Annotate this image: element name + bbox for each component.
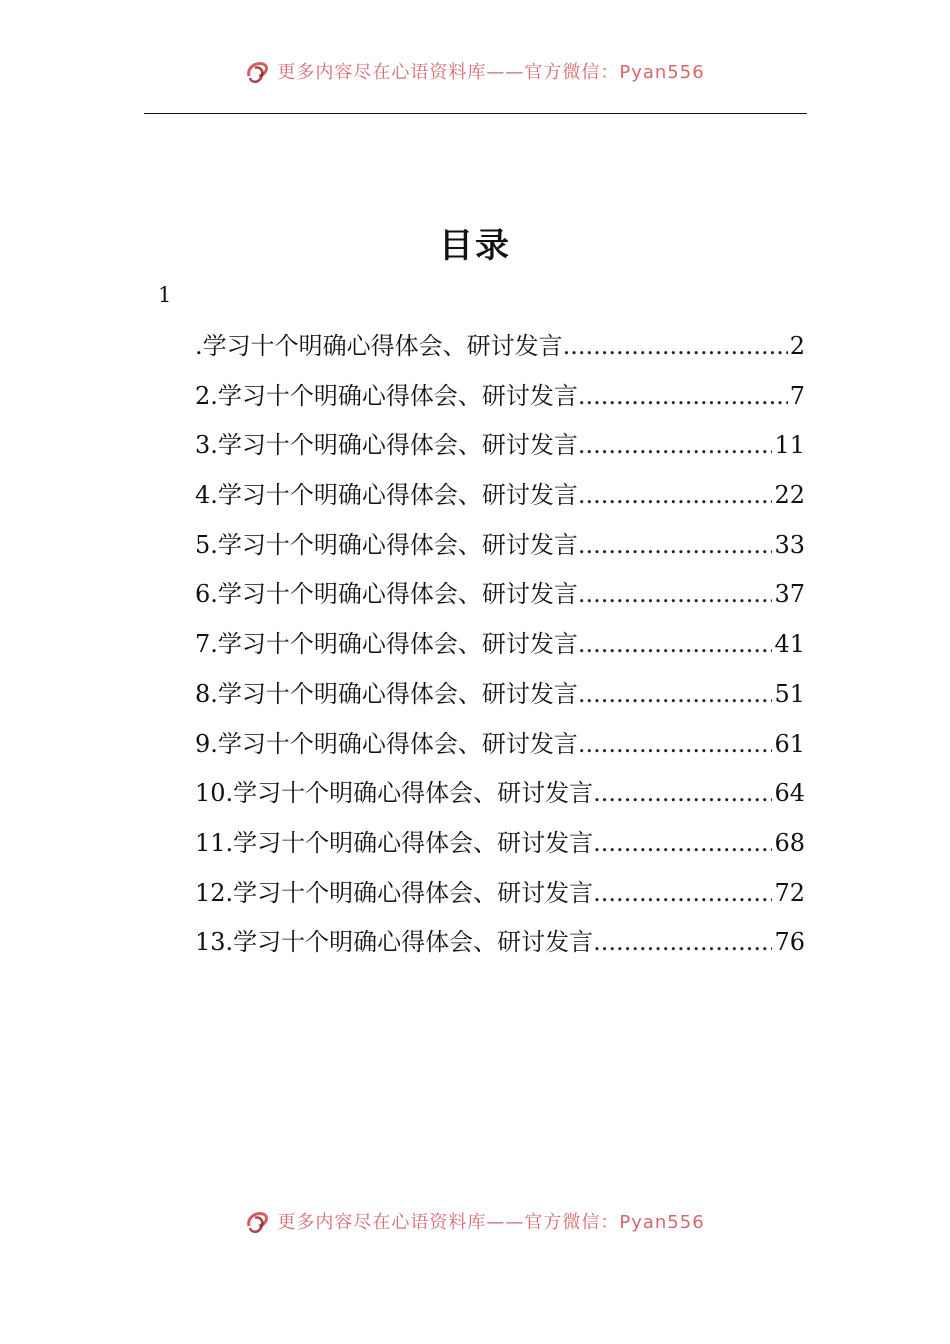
toc-dot-leader <box>578 630 773 658</box>
toc-entry-label: 9.学习十个明确心得体会、研讨发言 <box>195 729 578 758</box>
toc-entry-label: 12.学习十个明确心得体会、研讨发言 <box>195 878 594 907</box>
toc-entry-page: 51 <box>774 679 805 708</box>
toc-entry-label: 5.学习十个明确心得体会、研讨发言 <box>195 530 578 559</box>
toc-dot-leader <box>578 431 773 459</box>
toc-entry-page: 22 <box>774 481 805 510</box>
toc-entry-page: 41 <box>774 630 805 659</box>
toc-dot-leader <box>578 730 773 758</box>
toc-entry-page: 7 <box>789 381 805 410</box>
page-title: 目录 <box>439 226 511 266</box>
toc-entry-page: 68 <box>774 828 805 857</box>
toc-entry-page: 11 <box>774 431 805 460</box>
toc-entry-label: 7.学习十个明确心得体会、研讨发言 <box>195 630 578 659</box>
footer-watermark <box>0 1206 950 1236</box>
toc-entry-page: 76 <box>774 928 805 957</box>
toc-entry-page: 64 <box>774 779 805 808</box>
header-watermark <box>0 56 950 86</box>
table-of-contents <box>195 326 805 972</box>
toc-dot-leader <box>578 580 773 608</box>
toc-entry[interactable] <box>195 376 805 426</box>
toc-entry[interactable] <box>195 326 805 376</box>
toc-entry[interactable] <box>195 475 805 525</box>
toc-entry-label: 8.学习十个明确心得体会、研讨发言 <box>195 679 578 708</box>
toc-dot-leader <box>578 531 773 559</box>
watermark-text: 更多内容尽在心语资料库——官方微信：Pyan556 <box>277 1212 705 1233</box>
toc-entry-label: 10.学习十个明确心得体会、研讨发言 <box>195 779 594 808</box>
toc-entry-page: 37 <box>774 580 805 609</box>
toc-entry[interactable] <box>195 724 805 774</box>
toc-entry-label: .学习十个明确心得体会、研讨发言 <box>195 332 563 360</box>
toc-entry[interactable] <box>195 525 805 575</box>
toc-entry-label: 11.学习十个明确心得体会、研讨发言 <box>195 828 594 857</box>
toc-dot-leader <box>593 829 772 857</box>
toc-dot-leader <box>563 332 788 360</box>
section-marker: 1 <box>158 283 172 307</box>
toc-entry[interactable] <box>195 574 805 624</box>
toc-dot-leader <box>593 928 772 956</box>
toc-entry[interactable] <box>195 674 805 724</box>
watermark-text: 更多内容尽在心语资料库——官方微信：Pyan556 <box>277 62 705 83</box>
toc-entry-page: 2 <box>789 332 805 360</box>
toc-entry[interactable] <box>195 873 805 923</box>
toc-entry[interactable] <box>195 823 805 873</box>
toc-entry[interactable] <box>195 425 805 475</box>
toc-entry-label: 6.学习十个明确心得体会、研讨发言 <box>195 580 578 609</box>
brand-logo-icon <box>245 1208 271 1234</box>
toc-dot-leader <box>593 779 772 807</box>
brand-logo-icon <box>245 58 271 84</box>
toc-entry[interactable] <box>195 624 805 674</box>
header-divider <box>144 113 807 114</box>
toc-entry[interactable] <box>195 773 805 823</box>
toc-dot-leader <box>578 382 788 410</box>
toc-dot-leader <box>578 680 773 708</box>
toc-entry-page: 72 <box>774 878 805 907</box>
toc-entry-page: 33 <box>774 530 805 559</box>
toc-entry-label: 4.学习十个明确心得体会、研讨发言 <box>195 481 578 510</box>
toc-dot-leader <box>593 879 772 907</box>
toc-entry-label: 2.学习十个明确心得体会、研讨发言 <box>195 381 578 410</box>
toc-entry-label: 13.学习十个明确心得体会、研讨发言 <box>195 928 594 957</box>
toc-entry[interactable] <box>195 922 805 972</box>
toc-entry-page: 61 <box>774 729 805 758</box>
toc-entry-label: 3.学习十个明确心得体会、研讨发言 <box>195 431 578 460</box>
toc-dot-leader <box>578 481 773 509</box>
